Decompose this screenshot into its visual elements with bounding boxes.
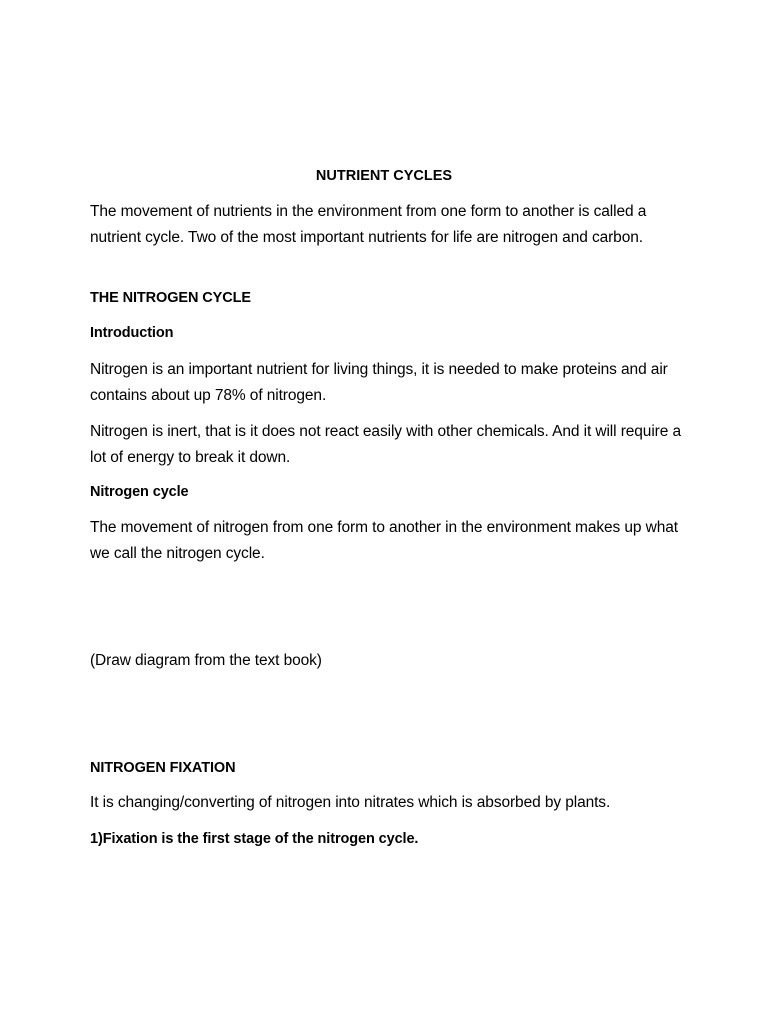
fixation-first-stage-point: 1)Fixation is the first stage of the nitrogen cycle. xyxy=(90,831,419,847)
introduction-heading: Introduction xyxy=(90,325,174,341)
nitrogen-fixation-heading: NITROGEN FIXATION xyxy=(90,760,236,776)
diagram-note: (Draw diagram from the text book) xyxy=(90,652,322,669)
nitrogen-cycle-heading: Nitrogen cycle xyxy=(90,484,189,500)
nitrogen-cycle-section-heading: THE NITROGEN CYCLE xyxy=(90,290,251,306)
nitrogen-fixation-paragraph: It is changing/converting of nitrogen into nitrates which is absorbed by plants. xyxy=(90,794,611,811)
introduction-paragraph-1: Nitrogen is an important nutrient for living things, it is needed to make proteins and air contains about up 78% of nitrogen. xyxy=(90,361,668,404)
document-title: NUTRIENT CYCLES xyxy=(315,168,453,184)
nitrogen-cycle-paragraph: The movement of nitrogen from one form to another in the environment makes up what we call the nitrogen cycle. xyxy=(90,519,678,562)
introduction-paragraph-2: Nitrogen is inert, that is it does not react easily with other chemicals. And it will require a lot of energy to break it down. xyxy=(90,423,681,466)
intro-paragraph: The movement of nutrients in the environment from one form to another is called a nutrient cycle. Two of the most important nutrients for life are nitrogen and carbon. xyxy=(90,203,647,246)
